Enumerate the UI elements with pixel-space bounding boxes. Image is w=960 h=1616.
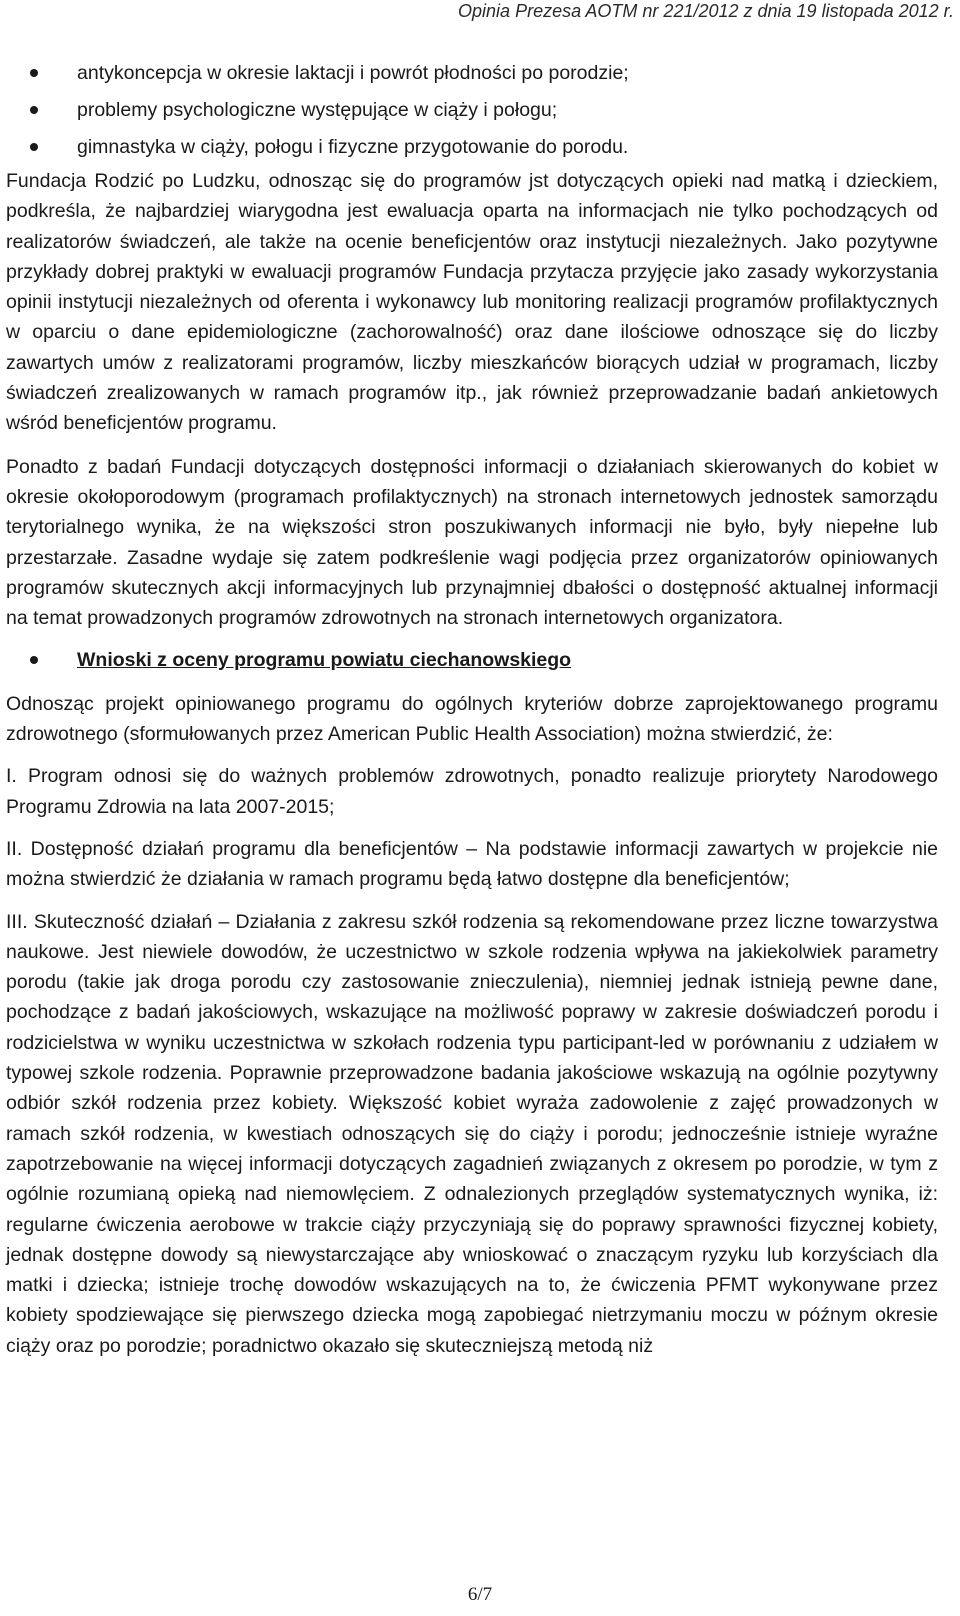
paragraph-criterion-2: II. Dostępność działań programu dla beneficjentów – Na podstawie informacji zawartych w projekcie nie można stwierdzić że działania w ramach programu będą łatwo dostępne dla beneficjentów;: [6, 837, 938, 891]
section-heading-text: Wnioski z oceny programu powiatu ciechanowskiego: [77, 649, 572, 672]
page-number: 6/7: [467, 1584, 493, 1605]
list-item: antykoncepcja w okresie laktacji i powrót płodności po porodzie;: [6, 58, 938, 95]
page-header: Opinia Prezesa AOTM nr 221/2012 z dnia 19 listopada 2012 r.: [458, 1, 954, 21]
paragraph-information-access: Ponadto z badań Fundacji dotyczących dostępności informacji o działaniach skierowanych do kobiet w okresie okołoporodowym (programach profilaktycznych) na stronach internetowych jednostek samorządu terytorialnego wynika, że na większości stron poszukiwanych informacji nie było, były niepełne lub przestarzałe. Zasadne wydaje się zatem podkreślenie wagi podjęcia przez organizatorów opiniowanych programów skutecznych akcji informacyjnych lub przynajmniej dbałości o dostępność aktualnej informacji na temat prowadzonych programów zdrowotnych na stronach internetowych organizatora.: [6, 455, 938, 630]
paragraph-criterion-3: III. Skuteczność działań – Działania z zakresu szkół rodzenia są rekomendowane przez liczne towarzystwa naukowe. Jest niewiele dowodów, że uczestnictwo w szkole rodzenia wpływa na jakiekolwiek parametry porodu (takie jak droga porodu czy zastosowanie znieczulenia), niemniej jednak istnieją pewne dane, pochodzące z badań jakościowych, wskazujące na możliwość poprawy w zakresie doświadczeń porodu i rodzicielstwa w wyniku uczestnictwa w szkołach rodzenia typu participant-led w porównaniu z udziałem w typowej szkole rodzenia. Poprawnie przeprowadzone badania jakościowe wskazują na ogólnie pozytywny odbiór szkół rodzenia przez kobiety. Większość kobiet wyraża zadowolenie z zajęć prowadzonych w ramach szkół rodzenia, w kwestiach odnoszących się do ciąży i porodu; jednocześnie istnieje wyraźne zapotrzebowanie na więcej informacji dotyczących zagadnień związanych z okresem po porodzie, w tym z ogólnie rozumianą opieką nad niemowlęciem. Z odnalezionych przeglądów systematycznych wynika, iż: regularne ćwiczenia aerobowe w trakcie ciąży przyczyniają się do poprawy sprawności fizycznej kobiety, jednak dostępne dowody są niewystarczające aby wnioskować o znaczącym ryzyku lub korzyściach dla matki i dziecka; istnieje trochę dowodów wskazujących na to, że ćwiczenia PFMT wykonywane przez kobiety spodziewające się pierwszego dziecka mogą zapobiegać nietrzymaniu moczu w późnym okresie ciąży oraz po porodzie; poradnictwo okazało się skuteczniejszą metodą niż: [6, 910, 938, 1357]
topic-list: [6, 58, 938, 169]
document-body: [6, 58, 938, 1361]
paragraph-criteria-intro: Odnosząc projekt opiniowanego programu do ogólnych kryteriów dobrze zaprojektowanego programu zdrowotnego (sformułowanych przez American Public Health Association) można stwierdzić, że:: [6, 692, 938, 746]
list-item: gimnastyka w ciąży, połogu i fizyczne przygotowanie do porodu.: [6, 132, 938, 169]
section-heading: [6, 645, 938, 675]
paragraph-criterion-1: I. Program odnosi się do ważnych problemów zdrowotnych, ponadto realizuje priorytety Narodowego Programu Zdrowia na lata 2007-2015;: [6, 765, 938, 818]
paragraph-fundacja-evaluation: Fundacja Rodzić po Ludzku, odnosząc się do programów jst dotyczących opieki nad matką i dzieckiem, podkreśla, że najbardziej wiarygodna jest ewaluacja oparta na informacjach nie tylko pochodzących od realizatorów świadczeń, ale także na ocenie beneficjentów oraz instytucji niezależnych. Jako pozytywne przykłady dobrej praktyki w ewaluacji programów Fundacja przytacza przyjęcie jako zasady wykorzystania opinii instytucji niezależnych od oferenta i wykonawcy lub monitoring realizacji programów profilaktycznych w oparciu o dane epidemiologiczne (zachorowalność) oraz dane ilościowe odnoszące się do liczby zawartych umów z realizatorami programów, liczby mieszkańców biorących udział w programach, liczby świadczeń zrealizowanych w ramach programów itp., jak również przeprowadzanie badań ankietowych wśród beneficjentów programu.: [6, 170, 938, 435]
list-item: problemy psychologiczne występujące w ciąży i połogu;: [6, 95, 938, 132]
bullet-icon: [30, 656, 38, 664]
